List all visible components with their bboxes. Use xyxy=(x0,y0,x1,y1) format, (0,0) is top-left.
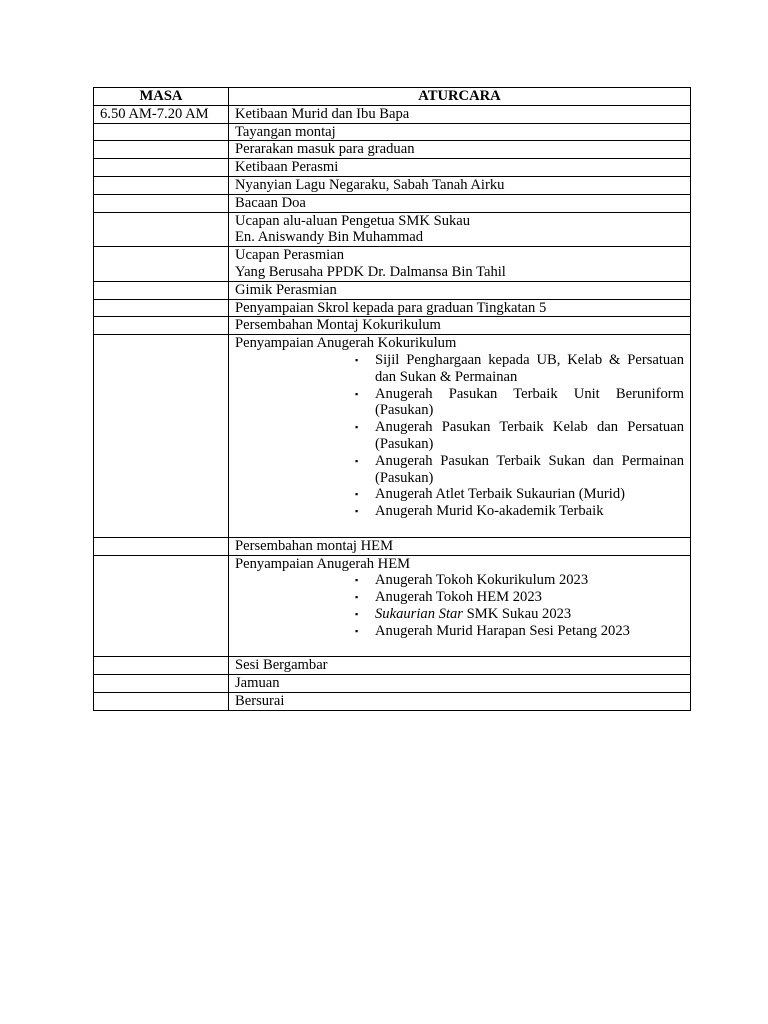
agenda-cell: Persembahan montaj HEM xyxy=(229,537,691,555)
square-bullet-icon: ▪ xyxy=(355,592,359,603)
agenda-subitem: En. Aniswandy Bin Muhammad xyxy=(235,229,424,246)
table-row xyxy=(94,299,691,317)
time-cell xyxy=(94,141,229,159)
square-bullet-icon: ▪ xyxy=(355,422,359,433)
list-item: ▪ Anugerah Murid Harapan Sesi Petang 2023 xyxy=(355,622,630,639)
agenda-subitem: Yang Berusaha PPDK Dr. Dalmansa Bin Tahil xyxy=(235,263,506,280)
table-row xyxy=(94,141,691,159)
table-row xyxy=(94,247,691,282)
table-row xyxy=(94,281,691,299)
agenda-cell: Ketibaan Perasmi xyxy=(229,159,691,177)
spacer xyxy=(235,520,684,537)
list-item: ▪ Anugerah Murid Ko-akademik Terbaik xyxy=(355,503,604,520)
time-cell xyxy=(94,317,229,335)
agenda-cell: Perarakan masuk para graduan xyxy=(229,141,691,159)
agenda-cell: Jamuan xyxy=(229,675,691,693)
table-row xyxy=(94,159,691,177)
table-row xyxy=(94,194,691,212)
table-row xyxy=(94,176,691,194)
agenda-item: Ucapan alu-aluan Pengetua SMK Sukau xyxy=(235,212,471,229)
square-bullet-icon: ▪ xyxy=(355,489,359,500)
time-cell xyxy=(94,675,229,693)
table-row xyxy=(94,335,691,538)
square-bullet-icon: ▪ xyxy=(355,575,359,586)
agenda-table xyxy=(93,87,691,711)
table-header-row xyxy=(94,88,691,106)
list-item: ▪ Sukaurian Star SMK Sukau 2023 xyxy=(355,605,572,622)
agenda-cell: Bersurai xyxy=(229,692,691,710)
agenda-cell xyxy=(229,555,691,657)
time-cell xyxy=(94,555,229,657)
square-bullet-icon: ▪ xyxy=(355,388,359,399)
table-row xyxy=(94,105,691,123)
square-bullet-icon: ▪ xyxy=(355,455,359,466)
table-row xyxy=(94,537,691,555)
table-row xyxy=(94,317,691,335)
list-item: ▪ Anugerah Tokoh HEM 2023 xyxy=(355,589,542,606)
agenda-item: Ucapan Perasmian xyxy=(235,247,345,264)
agenda-cell xyxy=(229,247,691,282)
agenda-cell: Sesi Bergambar xyxy=(229,657,691,675)
square-bullet-icon: ▪ xyxy=(355,506,359,517)
agenda-cell: Penyampaian Skrol kepada para graduan Tingkatan 5 xyxy=(229,299,691,317)
square-bullet-icon: ▪ xyxy=(355,625,359,636)
time-cell xyxy=(94,692,229,710)
table-row xyxy=(94,675,691,693)
table-row xyxy=(94,657,691,675)
time-cell xyxy=(94,123,229,141)
agenda-cell xyxy=(229,212,691,247)
header-masa: MASA xyxy=(94,88,229,106)
square-bullet-icon: ▪ xyxy=(355,354,359,365)
agenda-cell: Ketibaan Murid dan Ibu Bapa xyxy=(229,105,691,123)
table-row xyxy=(94,692,691,710)
agenda-cell: Bacaan Doa xyxy=(229,194,691,212)
list-item: ▪ Anugerah Atlet Terbaik Sukaurian (Murid) xyxy=(355,486,625,503)
time-cell xyxy=(94,299,229,317)
list-item: ▪ Sijil Penghargaan kepada UB, Kelab & Persatuan dan Sukan & Permainan xyxy=(355,351,684,385)
agenda-cell xyxy=(229,335,691,538)
list-item: ▪ Anugerah Pasukan Terbaik Unit Beruniform (Pasukan) xyxy=(355,385,684,419)
agenda-cell: Persembahan Montaj Kokurikulum xyxy=(229,317,691,335)
time-cell xyxy=(94,212,229,247)
spacer xyxy=(235,640,684,657)
time-cell xyxy=(94,176,229,194)
time-cell xyxy=(94,657,229,675)
list-item: ▪ Anugerah Pasukan Terbaik Kelab dan Persatuan (Pasukan) xyxy=(355,419,684,452)
time-cell xyxy=(94,159,229,177)
agenda-item: Penyampaian Anugerah Kokurikulum xyxy=(235,335,457,352)
koku-award-list xyxy=(235,352,684,520)
list-item: ▪ Anugerah Pasukan Terbaik Sukan dan Permainan (Pasukan) xyxy=(355,452,684,486)
time-cell: 6.50 AM-7.20 AM xyxy=(94,105,229,123)
hem-award-list xyxy=(235,572,684,639)
time-cell xyxy=(94,247,229,282)
time-cell xyxy=(94,537,229,555)
table-row xyxy=(94,212,691,247)
time-cell xyxy=(94,194,229,212)
list-item: ▪ Anugerah Tokoh Kokurikulum 2023 xyxy=(355,572,589,589)
agenda-cell: Nyanyian Lagu Negaraku, Sabah Tanah Airku xyxy=(229,176,691,194)
time-cell xyxy=(94,281,229,299)
agenda-item: Penyampaian Anugerah HEM xyxy=(235,555,411,572)
table-row xyxy=(94,123,691,141)
time-cell xyxy=(94,335,229,538)
square-bullet-icon: ▪ xyxy=(355,608,359,619)
agenda-cell: Gimik Perasmian xyxy=(229,281,691,299)
header-aturcara: ATURCARA xyxy=(229,88,691,106)
table-row xyxy=(94,555,691,657)
agenda-cell: Tayangan montaj xyxy=(229,123,691,141)
